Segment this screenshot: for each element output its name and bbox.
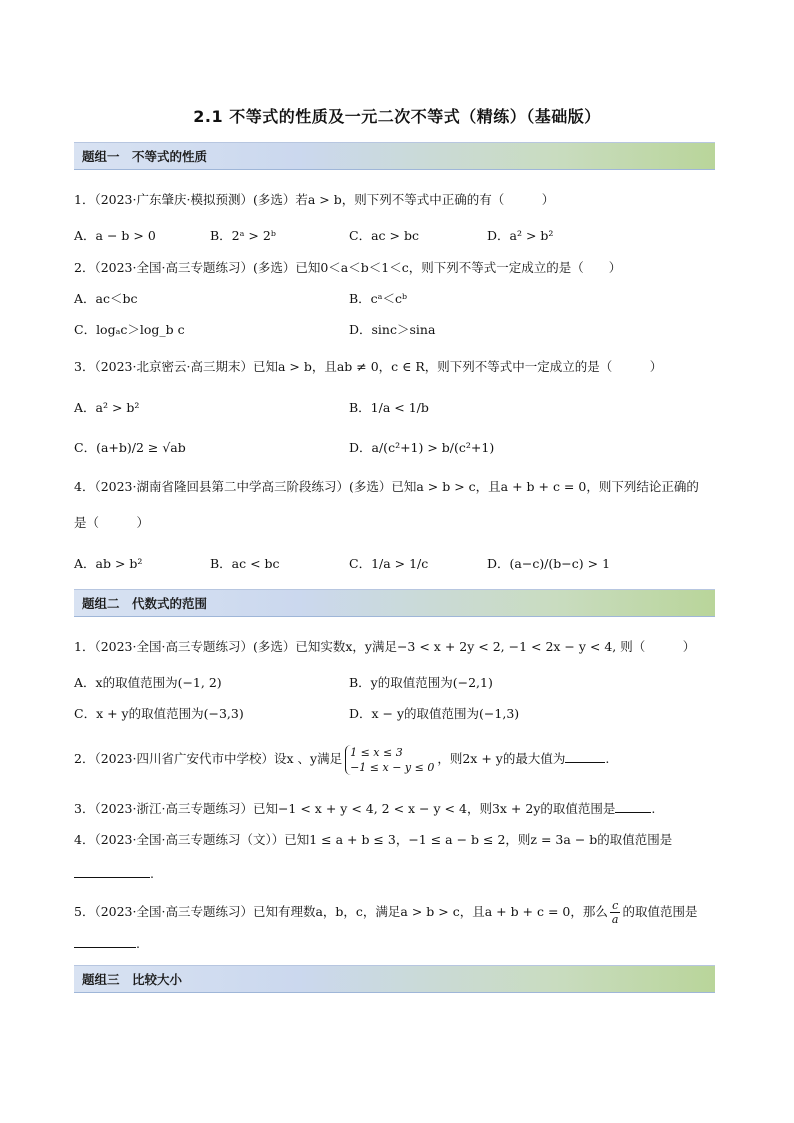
- g1-q4-stem-continued: 是（ ）: [74, 515, 150, 530]
- g2-q3-stem: 3．（2023·浙江·高三专题练习）已知−1 < x + y < 4, 2 < x − y < 4，则3x + 2y的取值范围是 .: [74, 801, 656, 816]
- g2-q2-system: [345, 745, 434, 775]
- section-header-2: 题组二 代数式的范围: [74, 589, 715, 617]
- g2-q1-option-a: A．x的取值范围为(−1, 2): [74, 675, 222, 690]
- page-title: 2.1 不等式的性质及一元二次不等式（精练）（基础版）: [193, 107, 601, 126]
- g2-q4-answer-blank[interactable]: [74, 877, 150, 878]
- g2-q5-answer-blank[interactable]: [74, 947, 136, 948]
- g1-q1-stem: 1．（2023·广东肇庆·模拟预测）(多选）若a > b，则下列不等式中正确的有（ ）: [74, 192, 555, 207]
- g2-q5-blank-line: .: [74, 936, 140, 952]
- g2-q4-stem: 4．（2023·全国·高三专题练习（文））已知1 ≤ a + b ≤ 3，−1 ≤ a − b ≤ 2，则z = 3a − b的取值范围是: [74, 832, 673, 847]
- g1-q4-stem: 4．（2023·湖南省隆回县第二中学高三阶段练习）(多选）已知a > b > c，且a + b + c = 0，则下列结论正确的: [74, 479, 699, 494]
- g1-q3-option-a: A．a² > b²: [74, 400, 140, 415]
- g1-q4-option-c: C．1/a > 1/c: [349, 556, 429, 571]
- g2-q5-text-post: 的取值范围是: [622, 904, 698, 919]
- g2-q2-text-pre: 2．（2023·四川省广安代市中学校）设x 、y满足: [74, 751, 343, 766]
- g2-q2-system-line2: −1 ≤ x − y ≤ 0: [350, 760, 435, 774]
- g2-q1-option-c: C．x + y的取值范围为(−3,3): [74, 706, 244, 721]
- g2-q2-text-post: ，则2x + y的最大值为: [437, 751, 566, 766]
- g2-q2-system-line1: 1 ≤ x ≤ 3: [350, 745, 403, 759]
- g2-q2-answer-blank[interactable]: [565, 762, 605, 763]
- g1-q2-option-c: C．logₐc＞log_b c: [74, 322, 185, 337]
- g1-q2-option-b: B．cᵃ＜cᵇ: [349, 291, 408, 306]
- section-header-1: 题组一 不等式的性质: [74, 142, 715, 170]
- g2-q3-text: 3．（2023·浙江·高三专题练习）已知−1 < x + y < 4, 2 < x − y < 4，则3x + 2y的取值范围是: [74, 801, 616, 816]
- g2-q1-option-d: D．x − y的取值范围为(−1,3): [349, 706, 520, 721]
- g2-q2-stem: 2．（2023·四川省广安代市中学校）设x 、y满足 1 ≤ x ≤ 3 −1 ≤ x − y ≤ 0 ，则2x + y的最大值为 .: [74, 745, 610, 774]
- g1-q2-option-a: A．ac＜bc: [74, 291, 138, 306]
- g2-q1-option-b: B．y的取值范围为(−2,1): [349, 675, 493, 690]
- g1-q3-option-c: C．(a+b)/2 ≥ √ab: [74, 440, 186, 455]
- g1-q1-option-d: D．a² > b²: [487, 228, 554, 243]
- g1-q2-stem: 2．（2023·全国·高三专题练习）(多选）已知0＜a＜b＜1＜c，则下列不等式一定成立的是（ ）: [74, 260, 622, 275]
- g2-q5-text-pre: 5．（2023·全国·高三专题练习）已知有理数a，b，c，满足a > b > c，且a + b + c = 0，那么: [74, 904, 608, 919]
- g2-q5-fraction-num: c: [610, 899, 621, 913]
- g1-q3-stem: 3．（2023·北京密云·高三期末）已知a > b，且ab ≠ 0，c ∈ R，则下列不等式中一定成立的是（ ）: [74, 359, 663, 374]
- g1-q2-option-d: D．sinc＞sina: [349, 322, 436, 337]
- g1-q4-option-a: A．ab > b²: [74, 556, 143, 571]
- section-header-3: 题组三 比较大小: [74, 965, 715, 993]
- g1-q1-option-b: B．2ᵃ > 2ᵇ: [210, 228, 276, 243]
- g2-q1-stem: 1．（2023·全国·高三专题练习）(多选）已知实数x，y满足−3 < x + 2y < 2, −1 < 2x − y < 4, 则（ ）: [74, 639, 696, 654]
- g1-q1-option-a: A．a − b > 0: [74, 228, 156, 243]
- g1-q1-option-c: C．ac > bc: [349, 228, 419, 243]
- g2-q5-stem: [74, 899, 697, 926]
- g1-q4-option-b: B．ac < bc: [210, 556, 280, 571]
- g2-q5-fraction-den: a: [611, 913, 619, 926]
- g1-q3-option-d: D．a/(c²+1) > b/(c²+1): [349, 440, 495, 455]
- g2-q3-answer-blank[interactable]: [615, 812, 651, 813]
- g1-q4-option-d: D．(a−c)/(b−c) > 1: [487, 556, 611, 571]
- g1-q3-option-b: B．1/a < 1/b: [349, 400, 429, 415]
- g2-q4-blank-line: .: [74, 866, 154, 882]
- g2-q5-fraction: [610, 899, 621, 926]
